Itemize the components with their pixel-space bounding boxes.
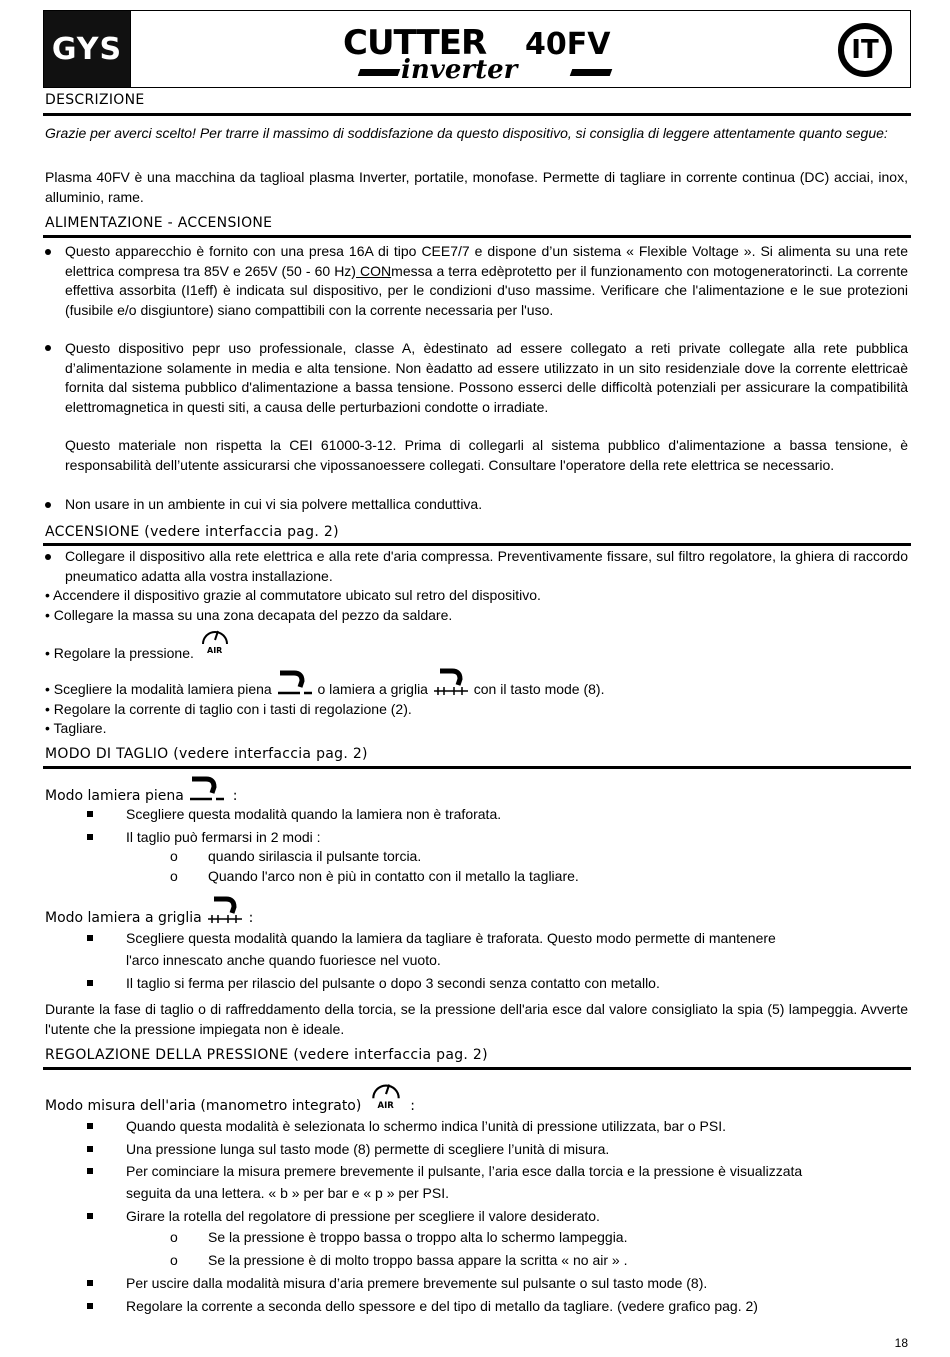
air-sub-1: Se la pressione è troppo bassa o troppo alta lo schermo lampeggia. [208,1229,628,1245]
product-name: CUTTER [343,23,487,63]
air-mode-label: Modo misura dell'aria (manometro integrato) [45,1098,362,1114]
air-item-3: Per cominciare la misura premere brevemente il pulsante, l’aria esce dalla torcia e la pressione è visualizzata [126,1163,803,1179]
mode-grid-item-1: Scegliere questa modalità quando la lamiera da tagliare è traforata. Questo modo permette di mantenere [126,930,776,946]
colon-text: : [248,910,254,926]
square-bullet-icon [87,980,93,986]
gys-logo: GYS [44,11,131,87]
startup-step-4a: • Scegliere la modalità lamiera piena [45,681,272,697]
startup-bullet-1: Collegare il dispositivo alla rete elettrica e alla rete d'aria compressa. Preventivamente fissare, sul filtro regolatore, la ghiera di raccordo pneumatico adatta alla vostra installazione. [65,548,908,584]
mode-grid-heading [45,909,253,929]
logo-bar-left [358,69,401,76]
square-bullet-icon [87,1123,93,1129]
page-number: 18 [894,1336,908,1350]
mode-grid-item-1-cont: l'arco innescato anche quando fuoriesce nel vuoto. [126,952,441,968]
air-item-6: Regolare la corrente a seconda dello spessore e del tipo di metallo da tagliare. (vedere grafico pag. 2) [126,1298,758,1314]
mode-solid-label: Modo lamiera piena [45,788,184,804]
mode-grid-label: Modo lamiera a griglia [45,910,202,926]
cutting-warning-text: Durante la fase di taglio o di raffreddamento della torcia, se la pressione dell'aria esce dal valore consigliato la spia (5) lampeggia. Avverte l'utente che la pressione impiegata non è ideale. [45,1001,908,1037]
bullet-icon [45,502,51,508]
mode-grid-item-2: Il taglio si ferma per rilascio del pulsante o dopo 3 secondi senza contatto con metallo. [126,975,660,991]
square-bullet-icon [87,834,93,840]
section-title-alimentazione: ALIMENTAZIONE - ACCENSIONE [45,215,273,231]
product-logo [131,11,910,87]
air-item-5: Per uscire dalla modalità misura d’aria premere brevemente sul pulsante o sul tasto mode (8). [126,1275,708,1291]
bullet-icon [45,345,51,351]
sub-bullet-marker: o [170,868,178,884]
power-bullet-2-cont: Questo materiale non rispetta la CEI 61000-3-12. Prima di collegarli al sistema pubblico d'alimentazione a bassa tensione, è responsabilità dell’utente assicurarsi che vipossanoessere collegati. Consultare l'operatore della rete elettrica se necessario. [65,437,908,473]
air-item-1: Quando questa modalità è selezionata lo schermo indica l’unità di pressione utilizzata, bar o PSI. [126,1118,727,1134]
startup-step-1: • Accendere il dispositivo grazie al commutatore ubicato sul retro del dispositivo. [45,587,541,603]
page-header [43,10,911,88]
mode-solid-sub-2: Quando l'arco non è più in contatto con il metallo la tagliare. [208,868,579,884]
air-item-2: Una pressione lunga sul tasto mode (8) permette di scegliere l’unità di misura. [126,1141,610,1157]
startup-step-3 [45,644,232,664]
section-rule [43,113,911,116]
section-rule [43,235,911,238]
power-bullet-3: Non usare in un ambiente in cui vi sia polvere mettallica conduttiva. [65,496,483,512]
svg-text:AIR: AIR [206,646,223,656]
description-text: Plasma 40FV è una macchina da taglioal plasma Inverter, portatile, monofase. Permette di tagliare in corrente continua (DC) acciai, inox, alluminio, rame. [45,169,908,205]
grid-sheet-icon [206,895,244,925]
mode-solid-item-1: Scegliere questa modalità quando la lamiera non è traforata. [126,806,502,822]
sub-bullet-marker: o [170,1229,178,1245]
bullet-icon [45,554,51,560]
colon-text: : [232,788,238,804]
air-sub-2: Se la pressione è di molto troppo bassa appare la scritta « no air » . [208,1252,628,1268]
startup-step-6: • Tagliare. [45,720,107,736]
solid-sheet-icon [276,669,314,697]
startup-step-5: • Regolare la corrente di taglio con i tasti di regolazione (2). [45,701,412,717]
section-title-descrizione: DESCRIZIONE [45,92,145,108]
startup-step-4b: o lamiera a griglia [317,681,428,697]
solid-sheet-icon [188,775,228,803]
air-gauge-icon [198,622,232,656]
mode-solid-heading [45,787,237,807]
square-bullet-icon [87,811,93,817]
square-bullet-icon [87,1146,93,1152]
product-model: 40FV [525,27,611,62]
svg-text:AIR: AIR [377,1099,394,1110]
section-rule [43,543,911,546]
logo-bar-right [570,69,613,76]
language-badge: IT [838,23,892,77]
sub-bullet-marker: o [170,848,178,864]
power-bullet-2: Questo dispositivo pepr uso professionale, classe A, èdestinato ad essere collegato a reti private collegate alla rete pubblica d’alimentazione solamente in media e alta tensione. Non èadatto ad essere utilizzato in un sito residenziale dove la corrente elettricaè fornita dal sistema pubblico d'alimentazione a bassa tensione. Possono esserci delle difficoltà potenziali per assicurare la compatibilità elettromagnetica in questi siti, a causa delle perturbazioni condotte o irradiate. [65,340,908,415]
air-gauge-icon [366,1075,406,1111]
air-item-4: Girare la rotella del regolatore di pressione per scegliere il valore desiderato. [126,1208,600,1224]
section-title-modo-taglio: MODO DI TAGLIO (vedere interfaccia pag. 2) [45,746,368,762]
section-title-regolazione: REGOLAZIONE DELLA PRESSIONE (vedere interfaccia pag. 2) [45,1047,488,1063]
colon-text: : [410,1098,415,1114]
grid-sheet-icon [432,667,470,697]
square-bullet-icon [87,1213,93,1219]
sub-bullet-marker: o [170,1252,178,1268]
square-bullet-icon [87,1168,93,1174]
intro-text: Grazie per averci scelto! Per trarre il massimo di soddisfazione da questo dispositivo, si consiglia di leggere attentamente quanto segue: [45,125,888,141]
startup-step-2: • Collegare la massa su una zona decapata del pezzo da saldare. [45,607,453,623]
section-rule [43,1067,911,1070]
square-bullet-icon [87,1303,93,1309]
mode-solid-item-2: Il taglio può fermarsi in 2 modi : [126,829,321,845]
product-subtitle: inverter [401,55,518,85]
air-item-3-cont: seguita da una lettera. « b » per bar e « p » per PSI. [126,1185,449,1201]
section-rule [43,766,911,769]
startup-step-3-text: • Regolare la pressione. [45,645,194,661]
startup-step-4c: con il tasto mode (8). [473,681,605,697]
mode-solid-sub-1: quando sirilascia il pulsante torcia. [208,848,422,864]
power-text-1u: CON [355,262,392,279]
air-mode-heading [45,1097,415,1117]
power-bullet-1 [65,242,908,320]
startup-step-4 [45,680,604,700]
power-text-1b: messa a terra edèprotetto per il funzionamento con motogeneratorincti. La corrente effettiva assorbita (I1eff) è indicata sul dispositivo, per le condizioni d'uso massime. Verificare che l'alimentazione e le sue protezioni (fusibile e/o disgiuntore) siano compattibili con la corrente necessaria per l'uso. [65,262,909,318]
section-title-accensione: ACCENSIONE (vedere interfaccia pag. 2) [45,524,339,540]
square-bullet-icon [87,1280,93,1286]
power-text-1a: Questo apparecchio è fornito con una presa 16A di tipo CEE7/7 e dispone d’un sistema « Flexible Voltage ». Si alimenta su una rete elettrica compresa tra 85V e 265V (50 - 60 Hz) [65,243,908,279]
bullet-icon [45,249,51,255]
square-bullet-icon [87,935,93,941]
